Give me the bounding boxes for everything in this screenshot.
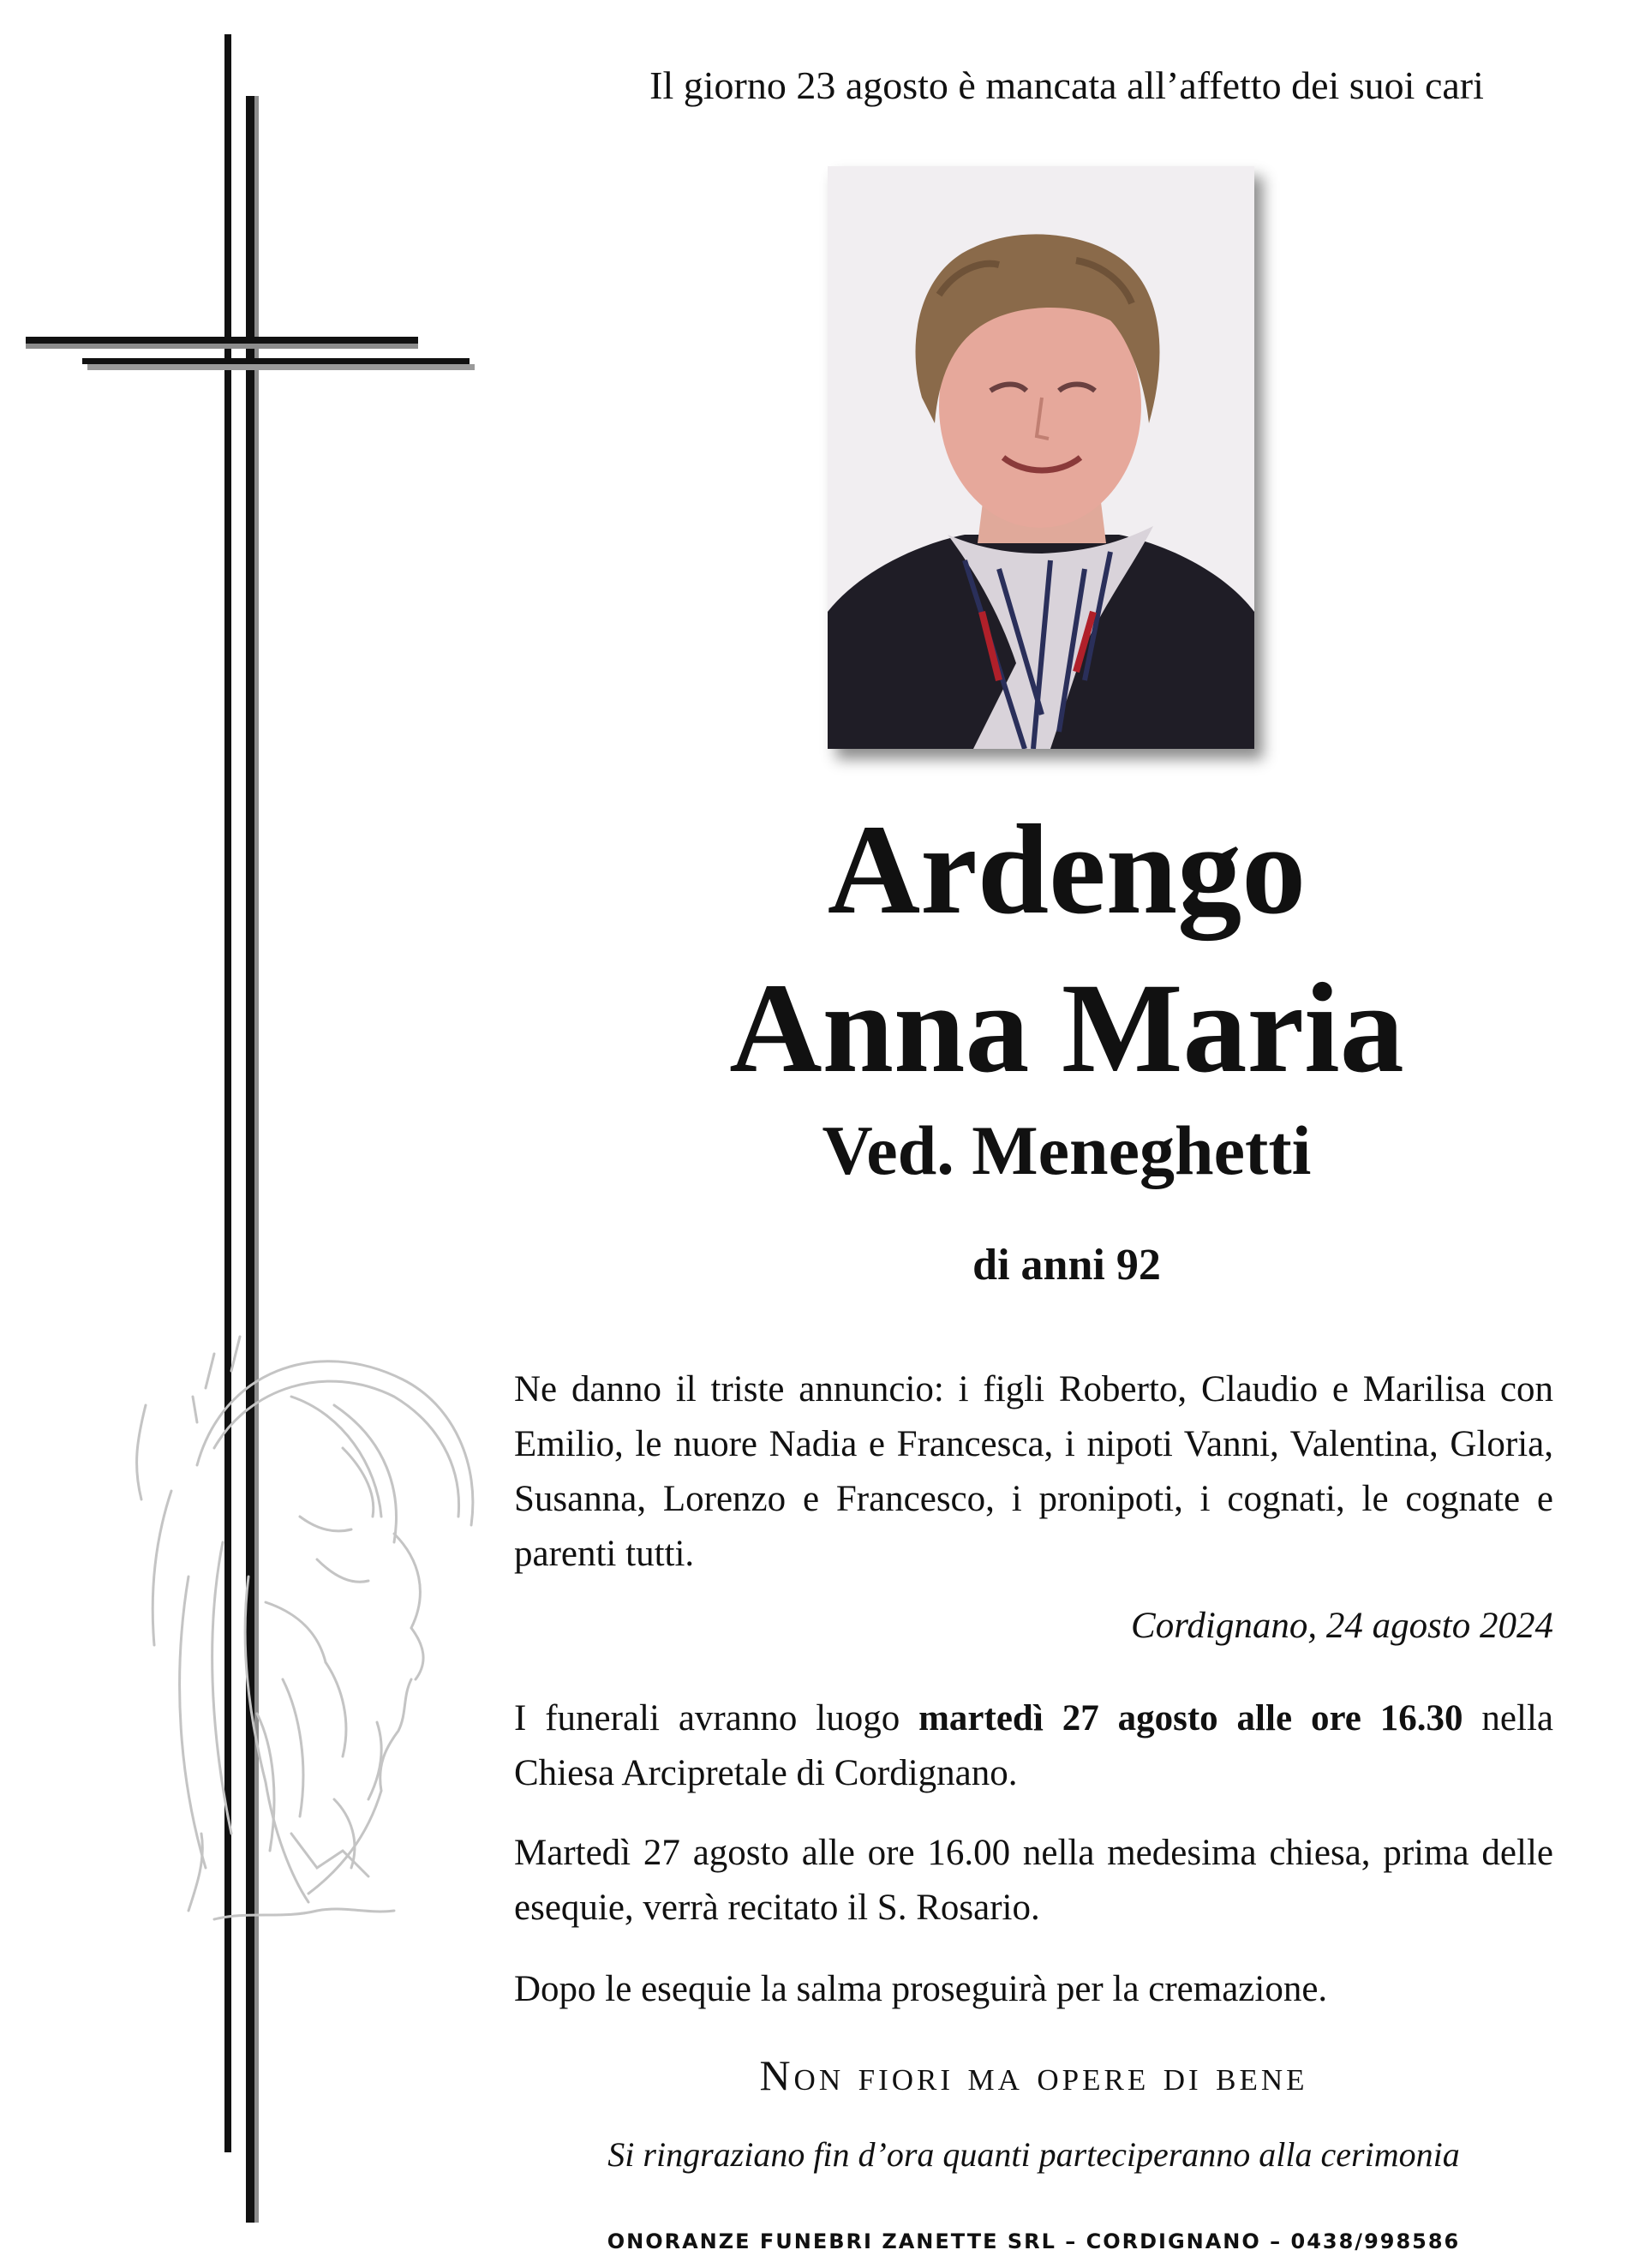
funeral-paragraph bbox=[514, 1691, 1553, 1801]
portrait-photo bbox=[828, 166, 1254, 749]
christ-sketch-image bbox=[120, 1320, 497, 1954]
deceased-widow-of: Ved. Meneghetti bbox=[822, 1111, 1312, 1189]
cross-horizontal-bar-lower bbox=[82, 358, 470, 364]
thanks-line: Si ringraziano fin d’ora quanti parteciperanno alla cerimonia bbox=[607, 2135, 1460, 2174]
funeral-datetime: martedì 27 agosto alle ore 16.30 bbox=[918, 1698, 1463, 1738]
portrait-image bbox=[828, 166, 1254, 749]
funeral-home-footer: ONORANZE FUNEBRI ZANETTE SRL – CORDIGNANO – 0438/998586 bbox=[607, 2229, 1461, 2253]
funeral-prefix: I funerali avranno luogo bbox=[514, 1698, 919, 1738]
deceased-age: di anni 92 bbox=[972, 1241, 1161, 1290]
cremation-paragraph: Dopo le esequie la salma proseguirà per la cremazione. bbox=[514, 1969, 1328, 2009]
deceased-given-names: Anna Maria bbox=[729, 957, 1404, 1099]
rosary-paragraph: Martedì 27 agosto alle ore 16.00 nella medesima chiesa, prima delle esequie, verrà recitato il S. Rosario. bbox=[514, 1833, 1553, 1928]
cross-horizontal-bar-upper bbox=[26, 337, 418, 344]
funeral-suffix: nella Chiesa Arcipretale di Cordignano. bbox=[514, 1698, 1553, 1793]
deceased-surname: Ardengo bbox=[827, 799, 1307, 941]
place-date: Cordignano, 24 agosto 2024 bbox=[1131, 1606, 1553, 1646]
announcement-paragraph: Ne danno il triste annuncio: i figli Roberto, Claudio e Marilisa con Emilio, le nuore Nadia e Francesca, i nipoti Vanni, Valentina, Gloria, Susanna, Lorenzo e Francesco, i pronipoti, i cognati, le cognate e parenti tutti. bbox=[514, 1369, 1553, 1574]
intro-line: Il giorno 23 agosto è mancata all’affetto dei suoi cari bbox=[649, 63, 1484, 107]
motto-line: Non fiori ma opere di bene bbox=[759, 2051, 1308, 2099]
